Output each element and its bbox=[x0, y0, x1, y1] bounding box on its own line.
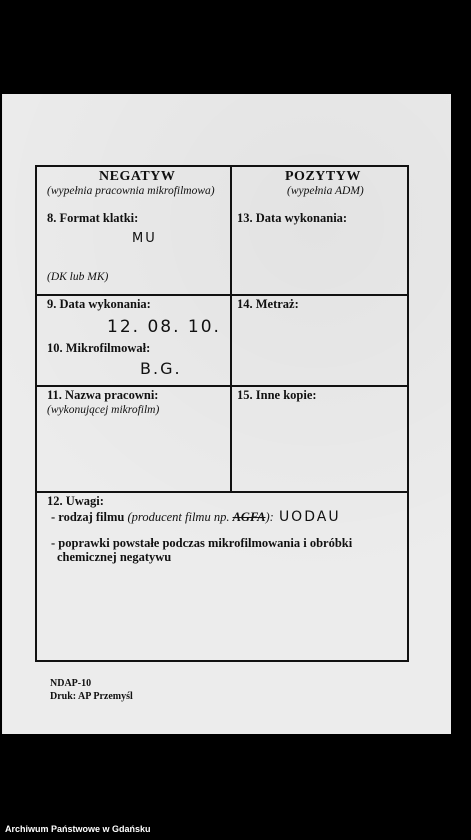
row-divider bbox=[37, 294, 407, 296]
frame-format-label: 8. Format klatki: bbox=[47, 211, 139, 225]
film-type-end: ): bbox=[265, 510, 274, 524]
other-copies-label: 15. Inne kopie: bbox=[237, 388, 317, 402]
print-info: Druk: AP Przemyśl bbox=[50, 691, 133, 702]
corrections-line: - poprawki powstałe podczas mikrofilmowania i obróbki bbox=[51, 536, 353, 550]
corrections-line-2: chemicznej negatywu bbox=[57, 550, 172, 564]
negative-date-value: 12. 08. 10. bbox=[107, 317, 221, 337]
negative-title: NEGATYW bbox=[99, 169, 176, 184]
workshop-name-label: 11. Nazwa pracowni: bbox=[47, 388, 159, 402]
remarks-label: 12. Uwagi: bbox=[47, 494, 104, 508]
column-divider bbox=[230, 167, 232, 493]
frame-format-value: MU bbox=[132, 231, 157, 246]
archive-label: Archiwum Państwowe w Gdańsku bbox=[5, 824, 151, 834]
workshop-name-hint: (wykonującej mikrofilm) bbox=[47, 404, 160, 416]
film-type-line bbox=[51, 509, 341, 525]
footage-label: 14. Metraż: bbox=[237, 297, 299, 311]
row-divider bbox=[37, 385, 407, 387]
positive-subtitle: (wypełnia ADM) bbox=[287, 185, 364, 197]
microfilm-form bbox=[35, 165, 409, 662]
film-type-struck: AGFA bbox=[232, 510, 266, 524]
microfilmed-by-value: B.G. bbox=[140, 359, 182, 378]
film-type-prefix: - rodzaj filmu bbox=[51, 510, 125, 524]
frame-format-hint: (DK lub MK) bbox=[47, 271, 109, 283]
film-type-value: UODAU bbox=[278, 509, 341, 525]
positive-title: POZYTYW bbox=[285, 169, 361, 184]
row-divider bbox=[37, 491, 407, 493]
microfilmed-by-label: 10. Mikrofilmował: bbox=[47, 341, 151, 355]
positive-date-label: 13. Data wykonania: bbox=[237, 211, 348, 225]
negative-subtitle: (wypełnia pracownia mikrofilmowa) bbox=[47, 185, 215, 197]
negative-date-label: 9. Data wykonania: bbox=[47, 297, 151, 311]
form-code: NDAP-10 bbox=[50, 678, 92, 689]
film-type-hint: (producent filmu np. bbox=[127, 510, 230, 524]
